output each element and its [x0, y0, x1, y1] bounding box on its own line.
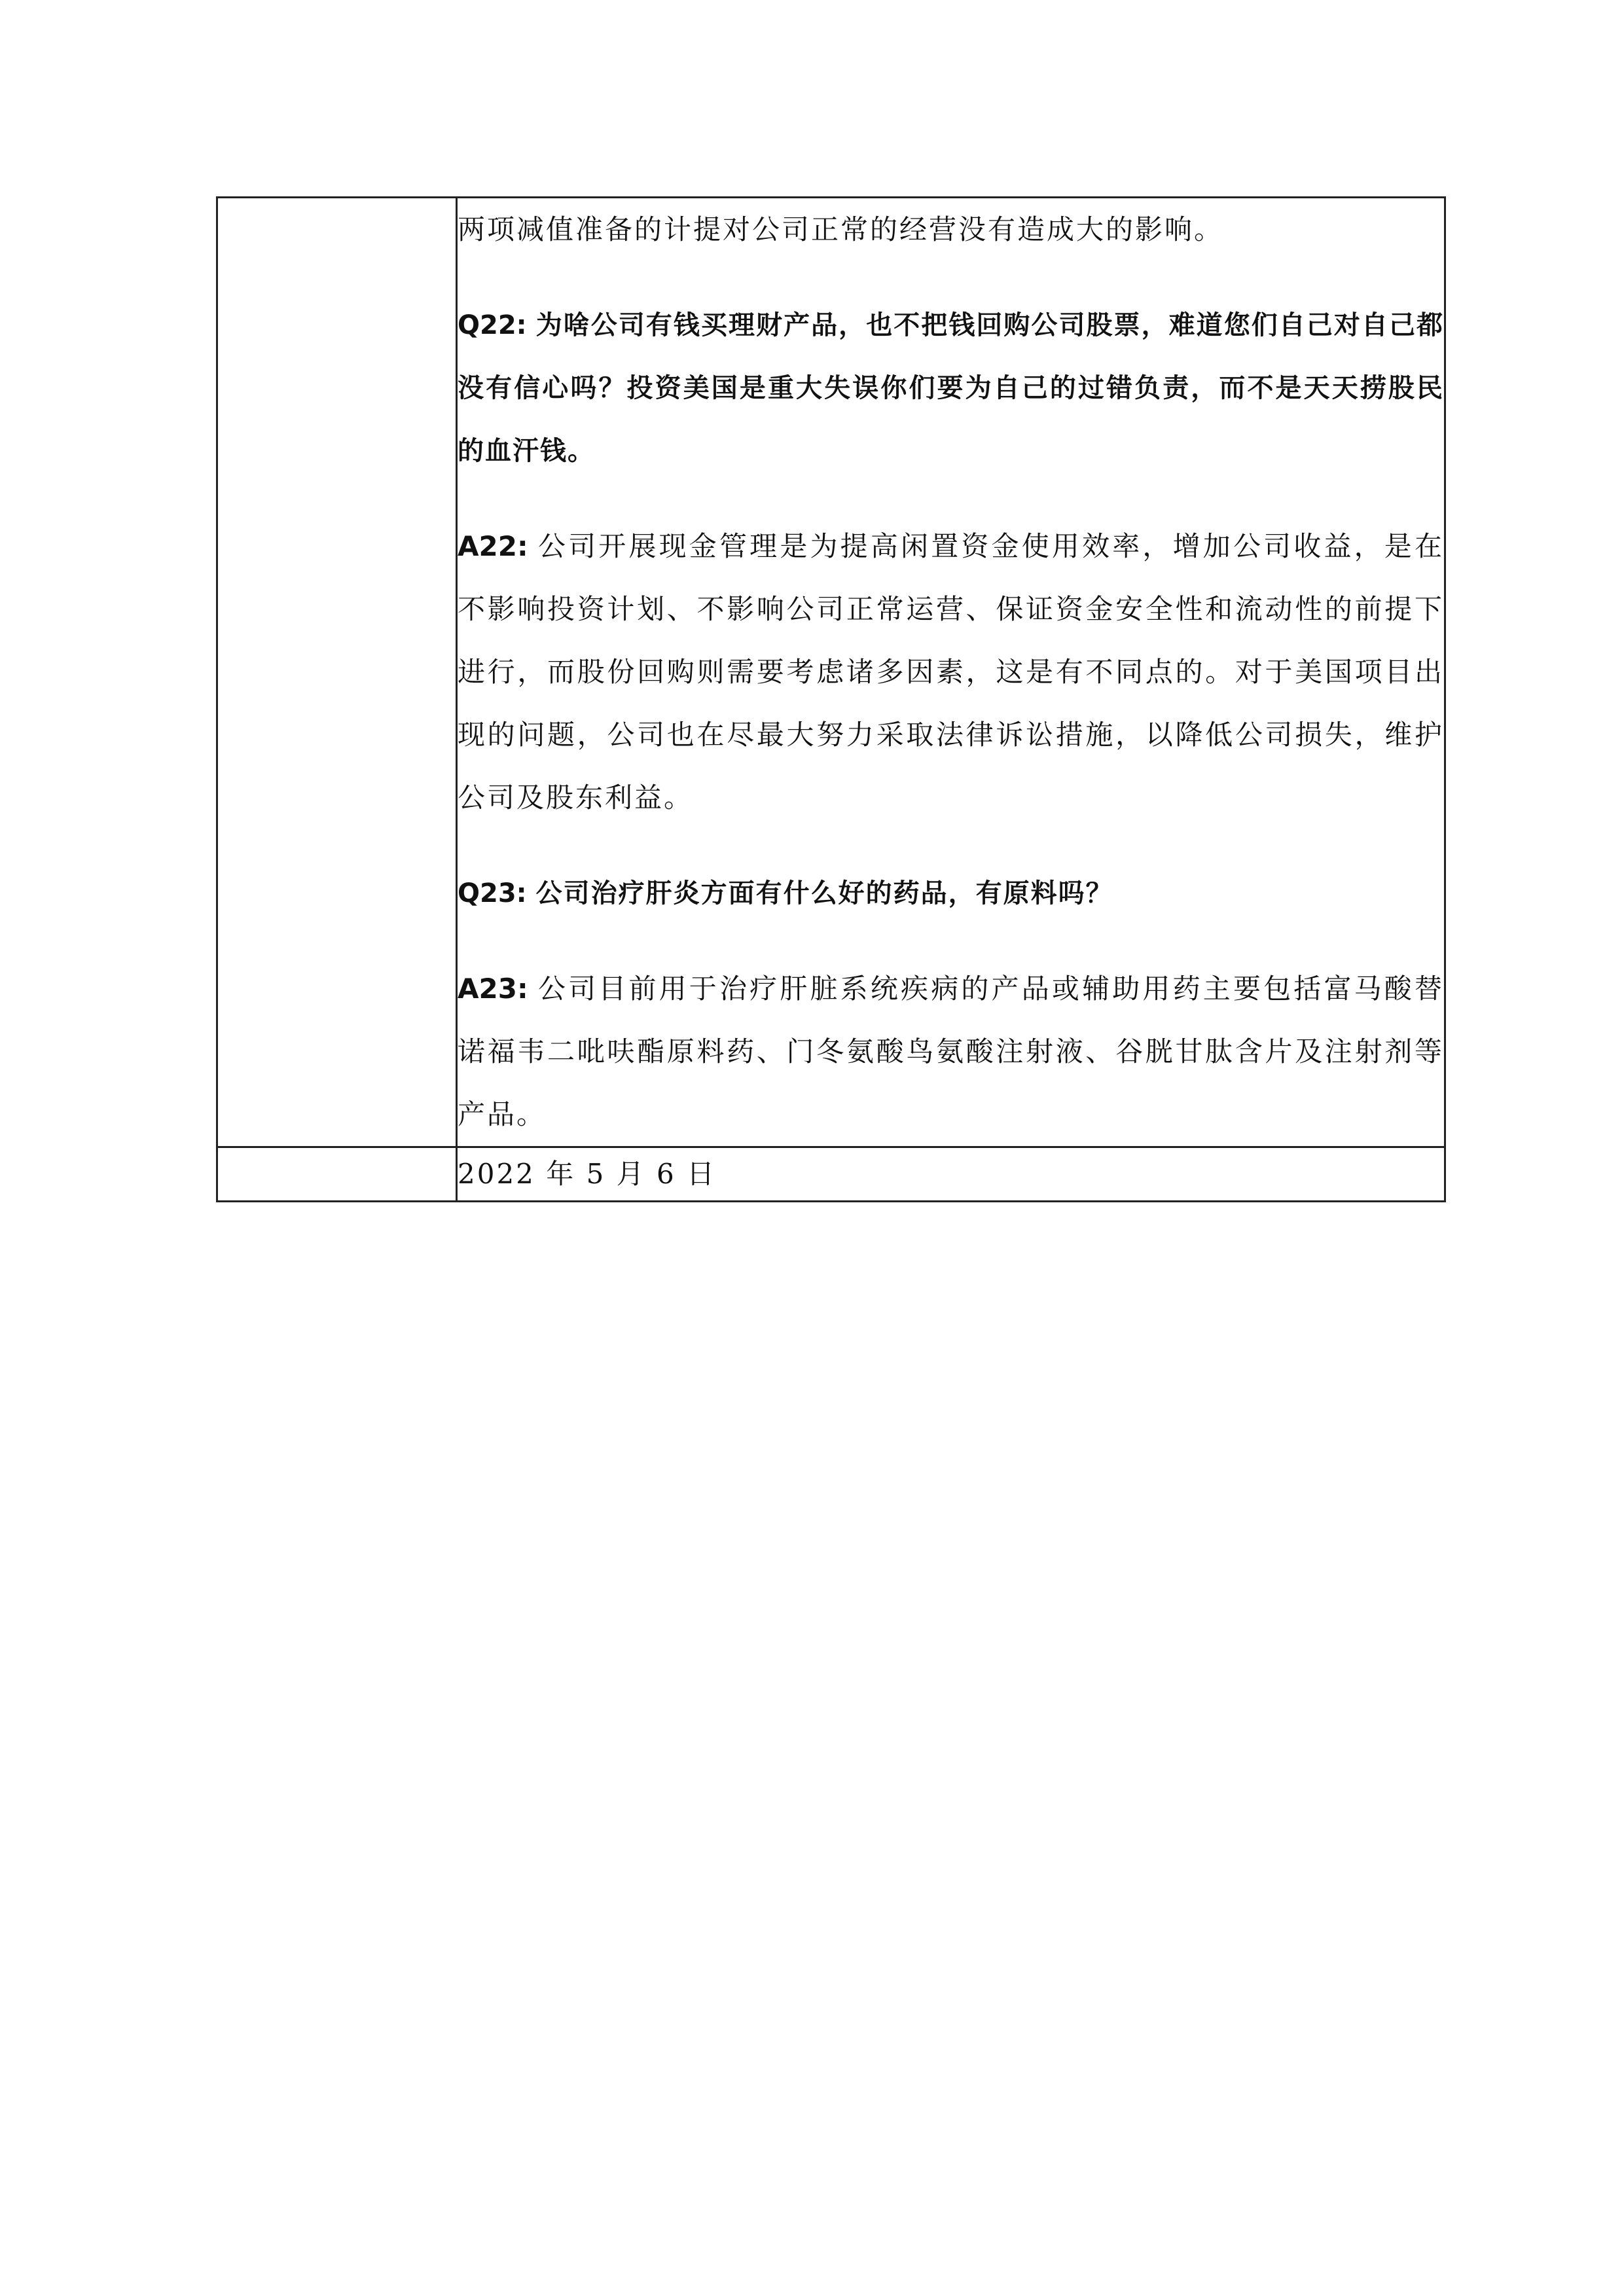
answer-tag: A22:	[458, 530, 528, 562]
date-row	[217, 1147, 1445, 1202]
record-date: 2022 年 5 月 6 日	[458, 1158, 717, 1190]
answer-23	[458, 958, 1444, 1146]
record-table	[216, 196, 1446, 1202]
content-cell	[457, 198, 1445, 1147]
answer-22	[458, 515, 1444, 829]
answer-text: 公司目前用于治疗肝脏系统疾病的产品或辅助用药主要包括富马酸替诺福韦二吡呋酯原料药、门冬氨酸鸟氨酸注射液、谷胱甘肽含片及注射剂等产品。	[458, 973, 1444, 1130]
question-text: 为啥公司有钱买理财产品，也不把钱回购公司股票，难道您们自己对自己都没有信心吗？投资美国是重大失误你们要为自己的过错负责，而不是天天捞股民的血汗钱。	[458, 310, 1444, 466]
question-tag: Q23:	[458, 878, 527, 908]
question-text: 公司治疗肝炎方面有什么好的药品，有原料吗？	[535, 878, 1113, 908]
date-cell	[457, 1147, 1445, 1202]
answer-text: 公司开展现金管理是为提高闲置资金使用效率，增加公司收益，是在不影响投资计划、不影响公司正常运营、保证资金安全性和流动性的前提下进行，而股份回购则需要考虑诸多因素，这是有不同点的。对于美国项目出现的问题，公司也在尽最大努力采取法律诉讼措施，以降低公司损失，维护公司及股东利益。	[458, 530, 1444, 814]
continuation-paragraph: 两项减值准备的计提对公司正常的经营没有造成大的影响。	[458, 213, 1224, 245]
question-22	[458, 294, 1444, 482]
answer-tag: A23:	[458, 973, 528, 1005]
label-cell-empty	[217, 198, 457, 1147]
date-label-cell-empty	[217, 1147, 457, 1202]
content-row	[217, 198, 1445, 1147]
question-tag: Q22:	[458, 310, 527, 340]
question-23	[458, 862, 1444, 925]
